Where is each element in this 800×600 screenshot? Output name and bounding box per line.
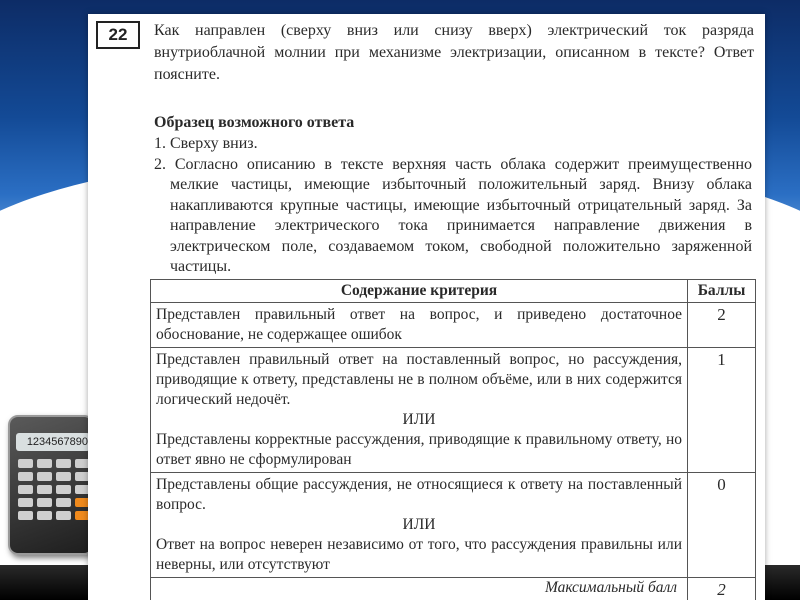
calculator-icon (8, 415, 94, 555)
header-criteria: Содержание критерия (151, 280, 688, 303)
max-score-value: 2 (688, 578, 756, 600)
task-question: Как направлен (сверху вниз или снизу вверх) электрический ток разряда внутриоблачной молнии при механизме электризации, описанном в тексте? Ответ поясните. (154, 22, 754, 83)
answer-point-2: 2. Согласно описанию в тексте верхняя часть облака содержит преимущественно мелкие частицы, имеющие избыточный положительный заряд. Внизу облака накапливаются крупные частицы, имеющие избыточный отрицательный заряд. За направление электрического тока принимается направление движения в электрическом поле, создаваемом током, свободной положительно заряженной частицы. (154, 155, 752, 275)
document-page (88, 14, 765, 600)
answer-heading: Образец возможного ответа (154, 114, 355, 131)
header-points: Баллы (688, 280, 756, 303)
criterion-points: 2 (688, 303, 756, 348)
criterion-points: 1 (688, 348, 756, 473)
calculator-keypad (18, 459, 90, 520)
criterion-or: ИЛИ (402, 516, 436, 533)
table-header-row (151, 280, 756, 303)
calculator-display: 1234567890 (16, 433, 90, 451)
criterion-text-alt: Ответ на вопрос неверен независимо от того, что рассуждения правильны или неверны, или отсутствуют (156, 536, 683, 573)
criterion-text: Представлен правильный ответ на вопрос, и приведено достаточное обоснование, не содержащее ошибок (156, 306, 683, 343)
criterion-text: Представлен правильный ответ на поставленный вопрос, но рассуждения, приводящие к ответу, представлены не в полном объёме, или в них содержится логический недочёт. (156, 351, 683, 408)
table-row (151, 348, 756, 473)
table-row (151, 303, 756, 348)
table-max-row (151, 578, 756, 600)
task-number: 22 (96, 21, 140, 49)
criterion-points: 0 (688, 473, 756, 578)
answer-body (154, 134, 752, 278)
criterion-text-alt: Представлены корректные рассуждения, приводящие к правильному ответу, но ответ явно не сформулирован (156, 431, 683, 468)
criteria-table (150, 279, 756, 600)
criterion-text: Представлены общие рассуждения, не относящиеся к ответу на поставленный вопрос. (156, 476, 683, 513)
criterion-or: ИЛИ (402, 411, 436, 428)
table-row (151, 473, 756, 578)
max-score-label: Максимальный балл (151, 578, 688, 600)
answer-point-1: 1. Сверху вниз. (154, 135, 258, 152)
